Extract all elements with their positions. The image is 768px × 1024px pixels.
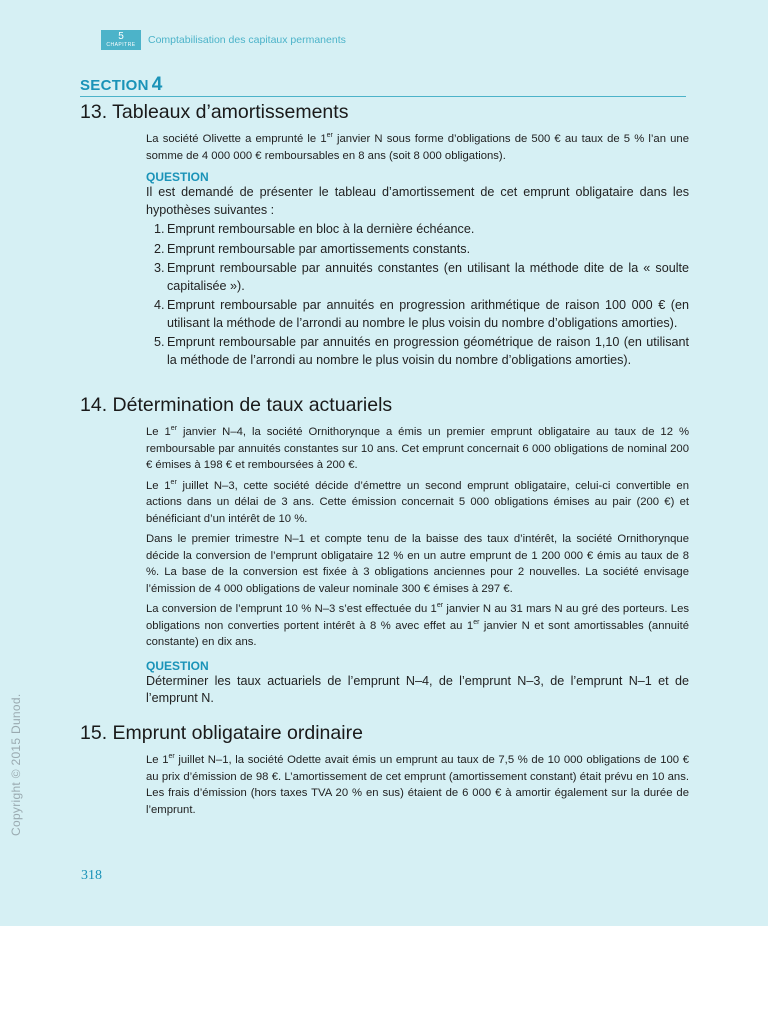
exercise-14-paragraph-2: Le 1er juillet N–3, cette société décide d’émettre un second emprunt obligataire, celui-ci convertible en actions dans un délai de 3 ans. Cette émission concernait 5 000 obligations émises au pair (200 €) et bénéficiant d’un intérêt de 10 %. — [146, 478, 690, 525]
exercise-13-item-number: 3. — [154, 261, 165, 275]
exercise-13-item — [146, 221, 689, 239]
chapter-badge — [101, 30, 141, 50]
exercise-14-paragraph-4: La conversion de l’emprunt 10 % N–3 s’est effectuée du 1er janvier N au 31 mars N au gré des porteurs. Les obligations non converties portent intérêt à 8 % avec effet au 1er janvier N et sont amortissables (annuité constante) en dix ans. — [146, 602, 689, 648]
section-label — [80, 74, 163, 96]
exercise-13-title: 13. Tableaux d’amortissements — [80, 101, 349, 123]
exercise-13-intro: La société Olivette a emprunté le 1er janvier N sous forme d’obligations de 500 € au taux de 5 % l’an une somme de 4 000 000 € remboursables en 8 ans (soit 8 000 obligations). — [146, 132, 689, 162]
chapter-label: CHAPITRE — [106, 42, 136, 48]
exercise-13-item — [146, 241, 689, 259]
exercise-14-title: 14. Détermination de taux actuariels — [80, 394, 393, 416]
exercise-13-item-text: Emprunt remboursable par annuités en progression géométrique de raison 1,10 (en utilisant la méthode de l’arrondi au nombre le plus voisin du nombre d’obligations amorties). — [167, 335, 689, 367]
exercise-13-question-label: QUESTION — [146, 170, 209, 184]
running-head — [101, 29, 346, 51]
exercise-13-item-number: 2. — [154, 241, 165, 256]
exercise-13-item-number: 1. — [154, 222, 165, 236]
exercise-14-body — [146, 424, 689, 708]
exercise-13-body — [146, 131, 689, 371]
exercise-13-item-text: Emprunt remboursable en bloc à la dernière échéance. — [167, 222, 475, 236]
section-rule — [80, 96, 686, 97]
exercise-13-question-text: Il est demandé de présenter le tableau d’amortissement de cet emprunt obligataire dans les hypothèses suivantes : — [146, 185, 689, 217]
exercise-13-item-text: Emprunt remboursable par amortissements constants. — [167, 241, 471, 256]
section-number: 4 — [151, 74, 163, 95]
exercise-15-body — [146, 752, 689, 822]
exercise-13-item — [146, 334, 689, 369]
exercise-13-item — [146, 297, 689, 332]
exercise-14-question-text: Déterminer les taux actuariels de l’emprunt N–4, de l’emprunt N–3, de l’emprunt N–1 et de l’emprunt N. — [146, 673, 689, 705]
exercise-13-item-text: Emprunt remboursable par annuités en progression arithmétique de raison 100 000 € (en utilisant la méthode de l’arrondi au nombre le plus voisin du nombre d’obligations amorties). — [167, 298, 689, 330]
exercise-14-paragraph-1: Le 1er janvier N–4, la société Ornithorynque a émis un premier emprunt obligataire au taux de 12 % remboursable par annuités constantes sur 10 ans. Cet emprunt concernait 6 000 obligations de nominal 200 € émises à 198 € et remboursées à 200 €. — [146, 425, 689, 471]
exercise-14-question-label: QUESTION — [146, 658, 209, 673]
exercise-13-item-number: 5. — [154, 335, 165, 349]
exercise-15-title: 15. Emprunt obligataire ordinaire — [80, 722, 363, 744]
copyright-notice: Copyright © 2015 Dunod. — [9, 693, 23, 836]
running-title: Comptabilisation des capitaux permanents — [148, 34, 346, 46]
exercise-13-items — [146, 221, 689, 369]
exercise-13-item-text: Emprunt remboursable par annuités constantes (en utilisant la méthode dite de la « soulte capitalisée »). — [167, 261, 689, 293]
exercise-15-paragraph-1: Le 1er juillet N–1, la société Odette avait émis un emprunt au taux de 7,5 % de 10 000 obligations de 100 € au prix d’émission de 98 €. L’amortissement de cet emprunt (amortissement constant) était prévu en 10 ans. Les frais d’émission (hors taxes TVA 20 % en sus) étaient de 6 000 € à amortir également sur la durée de l’emprunt. — [146, 753, 689, 816]
exercise-13-item-number: 4. — [154, 298, 165, 312]
page-number: 318 — [81, 868, 102, 883]
section-word: SECTION — [80, 77, 149, 94]
exercise-14-paragraph-3: Dans le premier trimestre N–1 et compte tenu de la baisse des taux d’intérêt, la société Ornithorynque décide la conversion de l’emprunt obligataire 12 % en un autre emprunt de 1 200 000 € émis au taux de 8 %. La base de la conversion est fixée à 3 obligations anciennes pour 2 nouvelles. La société envisage l’émission de 4 000 obligations de valeur nominale 300 € émises à 297 €. — [146, 533, 689, 595]
exercise-13-item — [146, 260, 689, 295]
chapter-number: 5 — [118, 31, 124, 42]
